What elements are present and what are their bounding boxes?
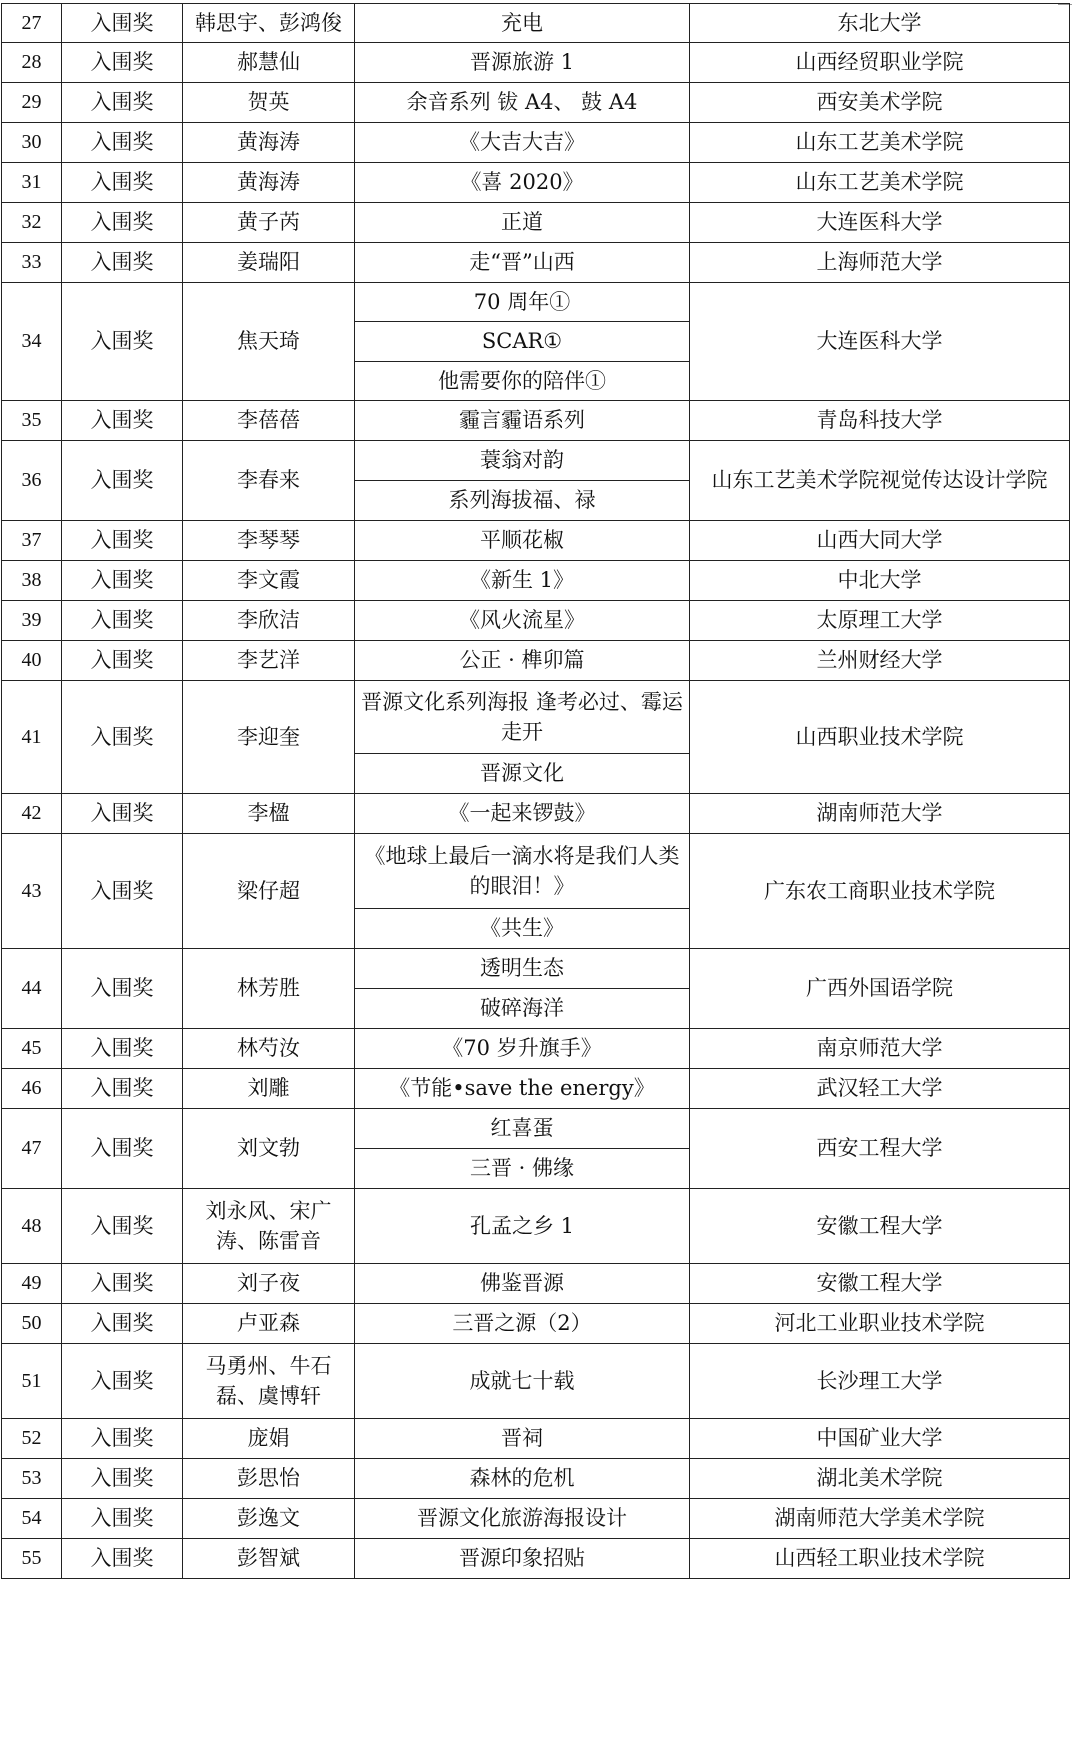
award-level: 入围奖 xyxy=(62,641,183,681)
award-level: 入围奖 xyxy=(62,561,183,601)
work-title: 他需要你的陪伴① xyxy=(355,362,690,401)
row-number: 49 xyxy=(2,1264,62,1304)
work-title: 晋源文化系列海报 逢考必过、霉运走开 xyxy=(355,681,690,754)
author-name: 李春来 xyxy=(183,441,355,521)
work-title: 《风火流星》 xyxy=(355,601,690,641)
row-number: 45 xyxy=(2,1029,62,1069)
table-row xyxy=(2,641,1070,681)
row-number: 28 xyxy=(2,43,62,83)
author-name: 贺英 xyxy=(183,83,355,123)
work-title: 晋源文化旅游海报设计 xyxy=(355,1499,690,1539)
table-row xyxy=(2,1264,1070,1304)
row-number: 52 xyxy=(2,1419,62,1459)
award-level: 入围奖 xyxy=(62,1344,183,1419)
author-name: 庞娟 xyxy=(183,1419,355,1459)
work-title: 晋源旅游 1 xyxy=(355,43,690,83)
table-row xyxy=(2,1419,1070,1459)
row-number: 27 xyxy=(2,4,62,43)
table-row xyxy=(2,4,1070,43)
work-title: 正道 xyxy=(355,203,690,243)
award-level: 入围奖 xyxy=(62,1499,183,1539)
author-name: 刘雕 xyxy=(183,1069,355,1109)
work-title: 森林的危机 xyxy=(355,1459,690,1499)
school-name: 长沙理工大学 xyxy=(690,1344,1070,1419)
school-name: 山西经贸职业学院 xyxy=(690,43,1070,83)
table-row xyxy=(2,1109,1070,1149)
award-level: 入围奖 xyxy=(62,794,183,834)
school-name: 湖南师范大学 xyxy=(690,794,1070,834)
school-name: 大连医科大学 xyxy=(690,203,1070,243)
table-row xyxy=(2,283,1070,322)
row-number: 35 xyxy=(2,401,62,441)
award-level: 入围奖 xyxy=(62,1189,183,1264)
school-name: 广东农工商职业技术学院 xyxy=(690,834,1070,949)
author-name: 黄海涛 xyxy=(183,163,355,203)
school-name: 湖南师范大学美术学院 xyxy=(690,1499,1070,1539)
row-number: 53 xyxy=(2,1459,62,1499)
row-number: 29 xyxy=(2,83,62,123)
row-number: 39 xyxy=(2,601,62,641)
school-name: 安徽工程大学 xyxy=(690,1264,1070,1304)
table-row xyxy=(2,521,1070,561)
row-number: 47 xyxy=(2,1109,62,1189)
work-title: 70 周年① xyxy=(355,283,690,322)
work-title: 《70 岁升旗手》 xyxy=(355,1029,690,1069)
row-number: 37 xyxy=(2,521,62,561)
work-title: 系列海拔福、禄 xyxy=(355,481,690,521)
work-title: 《喜 2020》 xyxy=(355,163,690,203)
author-name: 焦天琦 xyxy=(183,283,355,401)
table-row xyxy=(2,1459,1070,1499)
work-title: 《节能•save the energy》 xyxy=(355,1069,690,1109)
award-level: 入围奖 xyxy=(62,163,183,203)
row-number: 50 xyxy=(2,1304,62,1344)
author-name: 马勇州、牛石磊、虞博轩 xyxy=(183,1344,355,1419)
table-row xyxy=(2,401,1070,441)
table-row xyxy=(2,1539,1070,1579)
row-number: 38 xyxy=(2,561,62,601)
work-title: 晋源印象招贴 xyxy=(355,1539,690,1579)
school-name: 青岛科技大学 xyxy=(690,401,1070,441)
award-level: 入围奖 xyxy=(62,203,183,243)
author-name: 彭逸文 xyxy=(183,1499,355,1539)
award-level: 入围奖 xyxy=(62,1459,183,1499)
school-name: 安徽工程大学 xyxy=(690,1189,1070,1264)
school-name: 武汉轻工大学 xyxy=(690,1069,1070,1109)
work-title: 《新生 1》 xyxy=(355,561,690,601)
work-title: 晋祠 xyxy=(355,1419,690,1459)
work-title: 《一起来锣鼓》 xyxy=(355,794,690,834)
author-name: 李欣洁 xyxy=(183,601,355,641)
table-row xyxy=(2,83,1070,123)
work-title: 蓑翁对韵 xyxy=(355,441,690,481)
award-level: 入围奖 xyxy=(62,949,183,1029)
work-title: 佛鉴晋源 xyxy=(355,1264,690,1304)
award-level: 入围奖 xyxy=(62,834,183,949)
row-number: 32 xyxy=(2,203,62,243)
author-name: 刘子夜 xyxy=(183,1264,355,1304)
table-row xyxy=(2,1069,1070,1109)
school-name: 东北大学 xyxy=(690,4,1070,43)
award-table-body xyxy=(2,4,1070,1579)
work-title: 平顺花椒 xyxy=(355,521,690,561)
award-table xyxy=(1,3,1070,1579)
school-name: 山东工艺美术学院 xyxy=(690,123,1070,163)
award-level: 入围奖 xyxy=(62,4,183,43)
table-row xyxy=(2,1189,1070,1264)
school-name: 中国矿业大学 xyxy=(690,1419,1070,1459)
author-name: 刘永风、宋广涛、陈雷音 xyxy=(183,1189,355,1264)
school-name: 山东工艺美术学院 xyxy=(690,163,1070,203)
table-row xyxy=(2,1344,1070,1419)
table-row xyxy=(2,1304,1070,1344)
school-name: 河北工业职业技术学院 xyxy=(690,1304,1070,1344)
row-number: 51 xyxy=(2,1344,62,1419)
table-row xyxy=(2,949,1070,989)
table-row xyxy=(2,561,1070,601)
award-level: 入围奖 xyxy=(62,521,183,561)
row-number: 33 xyxy=(2,243,62,283)
table-row xyxy=(2,243,1070,283)
row-number: 54 xyxy=(2,1499,62,1539)
school-name: 上海师范大学 xyxy=(690,243,1070,283)
row-number: 46 xyxy=(2,1069,62,1109)
author-name: 韩思宇、彭鸿俊 xyxy=(183,4,355,43)
table-row xyxy=(2,1499,1070,1539)
row-number: 41 xyxy=(2,681,62,794)
award-level: 入围奖 xyxy=(62,601,183,641)
award-level: 入围奖 xyxy=(62,1029,183,1069)
school-name: 西安美术学院 xyxy=(690,83,1070,123)
award-level: 入围奖 xyxy=(62,123,183,163)
author-name: 黄子芮 xyxy=(183,203,355,243)
author-name: 彭智斌 xyxy=(183,1539,355,1579)
author-name: 林芳胜 xyxy=(183,949,355,1029)
work-title: 余音系列 钹 A4、 鼓 A4 xyxy=(355,83,690,123)
author-name: 李艺洋 xyxy=(183,641,355,681)
school-name: 兰州财经大学 xyxy=(690,641,1070,681)
work-title: 公正 · 榫卯篇 xyxy=(355,641,690,681)
work-title: 孔孟之乡 1 xyxy=(355,1189,690,1264)
author-name: 李迎奎 xyxy=(183,681,355,794)
author-name: 姜瑞阳 xyxy=(183,243,355,283)
author-name: 刘文勃 xyxy=(183,1109,355,1189)
row-number: 42 xyxy=(2,794,62,834)
award-level: 入围奖 xyxy=(62,243,183,283)
row-number: 40 xyxy=(2,641,62,681)
school-name: 湖北美术学院 xyxy=(690,1459,1070,1499)
author-name: 彭思怡 xyxy=(183,1459,355,1499)
table-row xyxy=(2,834,1070,909)
row-number: 31 xyxy=(2,163,62,203)
work-title: 《地球上最后一滴水将是我们人类的眼泪！》 xyxy=(355,834,690,909)
award-level: 入围奖 xyxy=(62,283,183,401)
table-row xyxy=(2,441,1070,481)
row-number: 48 xyxy=(2,1189,62,1264)
work-title: 三晋之源（2） xyxy=(355,1304,690,1344)
work-title: 《共生》 xyxy=(355,909,690,949)
award-level: 入围奖 xyxy=(62,1419,183,1459)
award-level: 入围奖 xyxy=(62,1304,183,1344)
school-name: 南京师范大学 xyxy=(690,1029,1070,1069)
row-number: 55 xyxy=(2,1539,62,1579)
author-name: 李琴琴 xyxy=(183,521,355,561)
row-number: 43 xyxy=(2,834,62,949)
school-name: 山西轻工职业技术学院 xyxy=(690,1539,1070,1579)
school-name: 山西职业技术学院 xyxy=(690,681,1070,794)
table-row xyxy=(2,794,1070,834)
work-title: 破碎海洋 xyxy=(355,989,690,1029)
table-row xyxy=(2,1029,1070,1069)
work-title: 充电 xyxy=(355,4,690,43)
school-name: 广西外国语学院 xyxy=(690,949,1070,1029)
award-level: 入围奖 xyxy=(62,441,183,521)
award-level: 入围奖 xyxy=(62,1069,183,1109)
row-number: 44 xyxy=(2,949,62,1029)
author-name: 郝慧仙 xyxy=(183,43,355,83)
work-title: 霾言霾语系列 xyxy=(355,401,690,441)
table-row xyxy=(2,601,1070,641)
work-title: 晋源文化 xyxy=(355,754,690,794)
award-level: 入围奖 xyxy=(62,43,183,83)
table-row xyxy=(2,43,1070,83)
author-name: 梁仔超 xyxy=(183,834,355,949)
author-name: 李楹 xyxy=(183,794,355,834)
school-name: 太原理工大学 xyxy=(690,601,1070,641)
row-number: 34 xyxy=(2,283,62,401)
award-level: 入围奖 xyxy=(62,681,183,794)
work-title: 走“晋”山西 xyxy=(355,243,690,283)
author-name: 李蓓蓓 xyxy=(183,401,355,441)
author-name: 李文霞 xyxy=(183,561,355,601)
school-name: 山东工艺美术学院视觉传达设计学院 xyxy=(690,441,1070,521)
table-row xyxy=(2,681,1070,754)
table-row xyxy=(2,203,1070,243)
work-title: SCAR① xyxy=(355,322,690,362)
work-title: 透明生态 xyxy=(355,949,690,989)
author-name: 卢亚森 xyxy=(183,1304,355,1344)
author-name: 林芍汝 xyxy=(183,1029,355,1069)
school-name: 西安工程大学 xyxy=(690,1109,1070,1189)
author-name: 黄海涛 xyxy=(183,123,355,163)
row-number: 30 xyxy=(2,123,62,163)
work-title: 三晋 · 佛缘 xyxy=(355,1149,690,1189)
table-row xyxy=(2,163,1070,203)
school-name: 山西大同大学 xyxy=(690,521,1070,561)
work-title: 成就七十载 xyxy=(355,1344,690,1419)
school-name: 大连医科大学 xyxy=(690,283,1070,401)
work-title: 《大吉大吉》 xyxy=(355,123,690,163)
award-level: 入围奖 xyxy=(62,83,183,123)
school-name: 中北大学 xyxy=(690,561,1070,601)
award-level: 入围奖 xyxy=(62,1264,183,1304)
award-level: 入围奖 xyxy=(62,401,183,441)
award-level: 入围奖 xyxy=(62,1109,183,1189)
row-number: 36 xyxy=(2,441,62,521)
work-title: 红喜蛋 xyxy=(355,1109,690,1149)
table-row xyxy=(2,123,1070,163)
award-level: 入围奖 xyxy=(62,1539,183,1579)
